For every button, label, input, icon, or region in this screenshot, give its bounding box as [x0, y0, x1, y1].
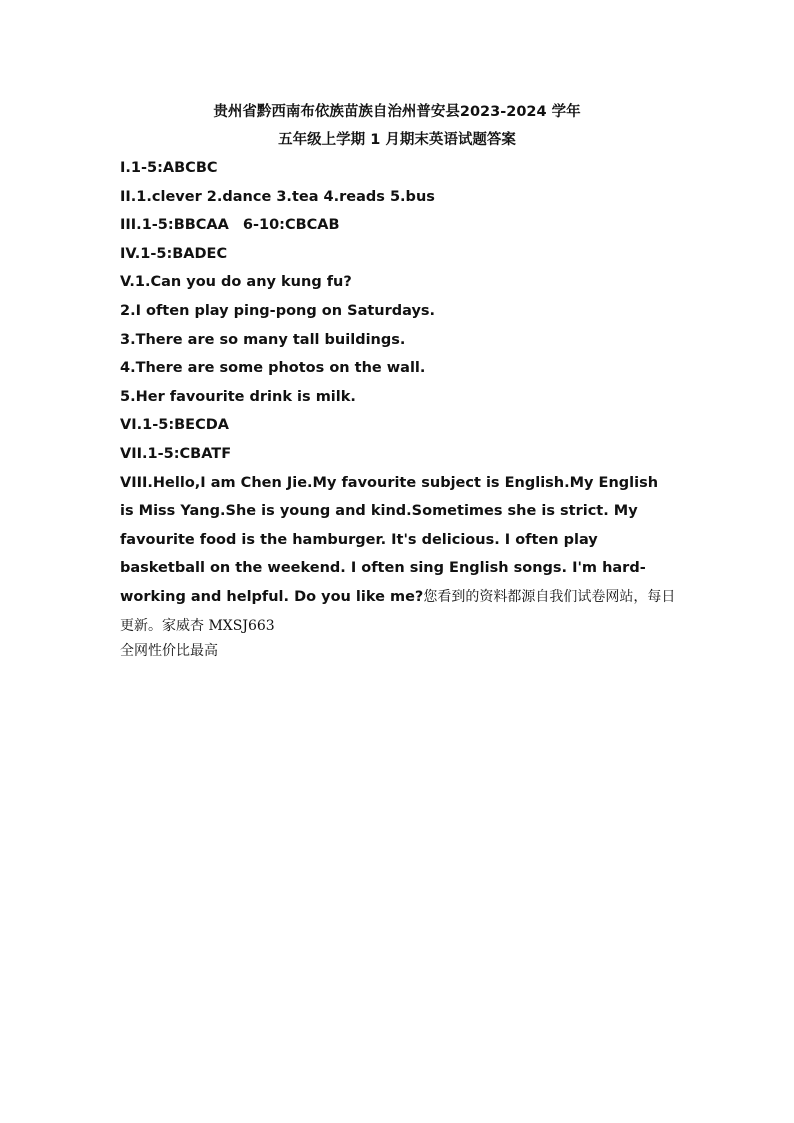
answer-section-2: II.1.clever 2.dance 3.tea 4.reads 5.bus: [120, 188, 435, 205]
answer-section-7: VII.1-5:CBATF: [120, 445, 232, 462]
answer-section-6: VI.1-5:BECDA: [120, 417, 229, 434]
promo-text-line-2: 全网性价比最高: [120, 643, 218, 660]
answer-section-5-item-5: 5.Her favourite drink is milk.: [120, 388, 356, 405]
answer-section-3-part-b: 6-10:CBCAB: [242, 217, 340, 234]
answer-section-5-item-1: V.1.Can you do any kung fu?: [120, 274, 352, 291]
answer-key: [120, 154, 680, 662]
answer-section-5-item-3: 3.There are so many tall buildings.: [120, 331, 406, 348]
document-title: [0, 98, 794, 154]
answer-section-3: [120, 211, 680, 240]
answer-section-8-paragraph: [120, 469, 676, 641]
title-line-1: 贵州省黔西南布依族苗族自治州普安县2023-2024 学年: [213, 104, 581, 120]
title-line-2: 五年级上学期 1 月期末英语试题答案: [278, 132, 516, 148]
answer-section-1: I.1-5:ABCBC: [120, 160, 218, 176]
answer-section-3-part-a: III.1-5:BBCAA: [120, 217, 229, 234]
promo-text: 您看到的资料都源自我们试卷网站，每日更新。家威杏 MXSJ663: [120, 588, 676, 634]
answer-section-4: IV.1-5:BADEC: [120, 245, 228, 262]
answer-section-8-text: VIII.Hello,I am Chen Jie.My favourite subject is English.My English is Miss Yang.She is young and kind.Sometimes she is strict. My favourite food is the hamburger. It's delicious. I often play basketball on the weekend. I often sing English songs. I'm hard-working and helpful. Do you like me?: [120, 474, 659, 605]
answer-section-5-item-2: 2.I often play ping-pong on Saturdays.: [120, 302, 436, 319]
answer-section-5-item-4: 4.There are some photos on the wall.: [120, 360, 426, 377]
